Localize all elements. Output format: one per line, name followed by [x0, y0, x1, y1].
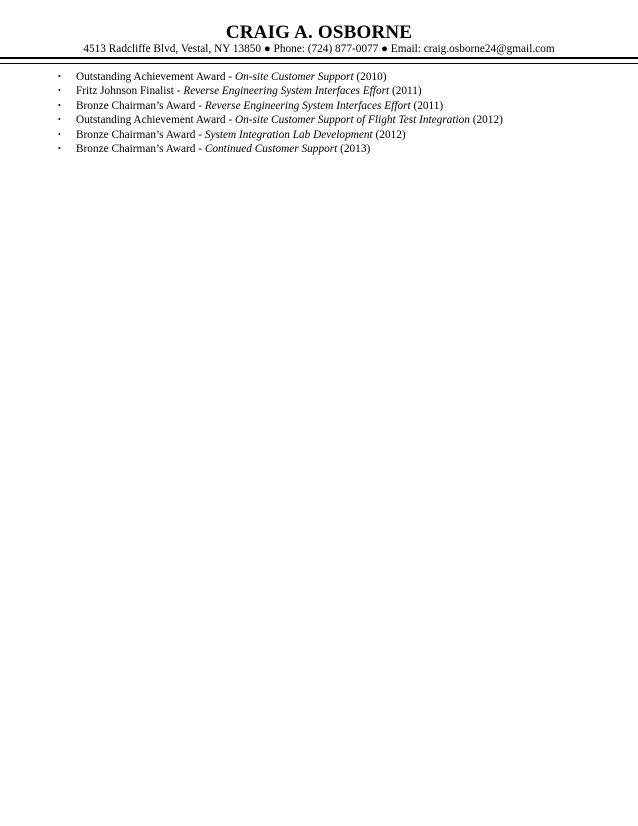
award-text: [76, 142, 370, 156]
award-name: Outstanding Achievement Award -: [76, 114, 235, 127]
award-text: [76, 70, 387, 84]
award-year: (2011): [410, 99, 444, 112]
award-text: [76, 84, 422, 98]
bullet-icon: •: [58, 72, 61, 81]
award-year: (2012): [469, 114, 503, 127]
award-text: [76, 99, 443, 113]
list-item: [0, 70, 638, 84]
header-divider-thin: [0, 63, 638, 64]
award-project: Reverse Engineering System Interfaces Effort: [204, 99, 411, 112]
bullet-icon: •: [58, 115, 61, 125]
award-name: Bronze Chairman’s Award -: [76, 128, 205, 141]
award-project: System Integration Lab Development: [204, 128, 373, 141]
bullet-icon: •: [58, 86, 61, 96]
contact-line: 4513 Radcliffe Blvd, Vestal, NY 13850 ● Phone: (724) 877-0077 ● Email: craig.osborne24@gmail.com: [83, 43, 555, 55]
award-project: Reverse Engineering System Interfaces Effort: [183, 85, 390, 98]
bullet-icon: •: [58, 143, 61, 153]
award-text: [76, 128, 406, 142]
award-name: Outstanding Achievement Award -: [76, 71, 235, 83]
bullet-icon: •: [58, 129, 61, 139]
list-item: [0, 84, 638, 98]
award-project: On-site Customer Support: [234, 71, 354, 83]
list-item: [0, 113, 638, 127]
award-year: (2011): [389, 85, 422, 98]
award-text: [76, 113, 503, 127]
award-name: Fritz Johnson Finalist -: [76, 85, 184, 98]
award-name: Bronze Chairman’s Award -: [76, 142, 205, 155]
list-item: [0, 99, 638, 113]
award-project: On-site Customer Support of Flight Test Integration: [234, 114, 470, 127]
list-item: [0, 142, 638, 156]
award-year: (2013): [337, 142, 371, 155]
candidate-name: CRAIG A. OSBORNE: [225, 22, 413, 43]
bullet-icon: •: [58, 100, 61, 110]
award-year: (2012): [372, 128, 406, 141]
awards-list: [0, 70, 638, 156]
list-item: [0, 128, 638, 142]
award-year: (2010): [353, 71, 387, 83]
award-name: Bronze Chairman’s Award -: [76, 99, 205, 112]
header-divider-thick: [0, 57, 638, 59]
award-project: Continued Customer Support: [204, 142, 338, 155]
